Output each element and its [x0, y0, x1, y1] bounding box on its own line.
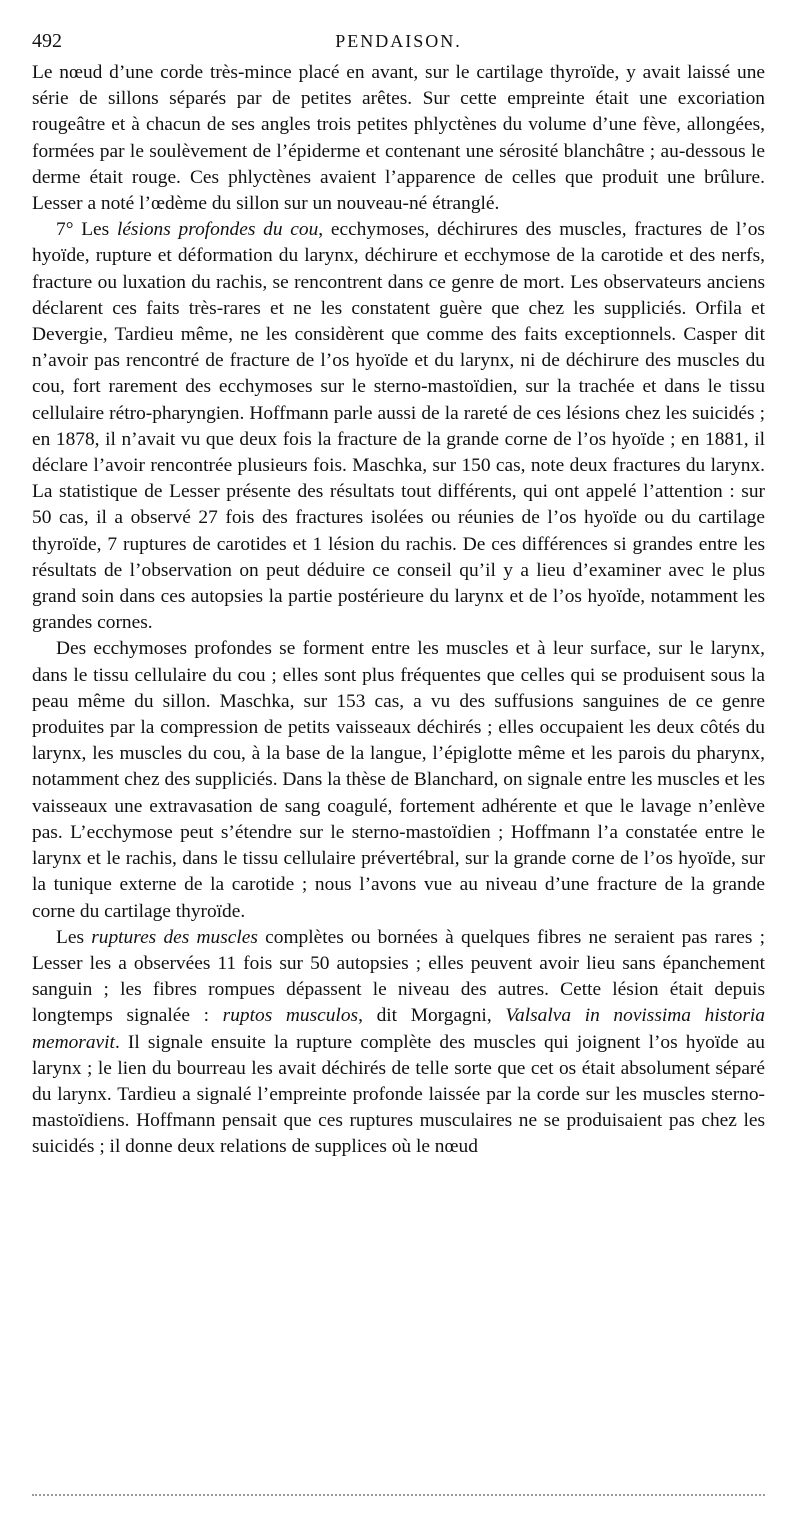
text-segment: Des ecchymoses profondes se forment entre les muscles et à leur surface, sur le larynx, dans le tissu cellulaire du cou ; elles sont plus fréquentes que celles qui se produisent sous la peau même du sillon. Maschka, sur 153 cas, a vu des suffusions sanguines de ce genre produites par la compression de petits vaisseaux déchirés ; elles occupaient les deux côtés du larynx, les muscles du cou, à la base de la langue, l’épiglotte même et les parois du pharynx, notamment chez des suppliciés. Dans la thèse de Blanchard, on signale entre les muscles et les vaisseaux une extravasation de sang coagulé, fortement adhérente et que le lavage n’enlève pas. L’ecchymose peut s’étendre sur le sterno-mastoïdien ; Hoffmann l’a constatée entre le larynx et le rachis, dans le tissu cellulaire prévertébral, sur la grande corne de l’os hyoïde, sur la tunique externe de la carotide ; nous l’avons vue au niveau d’une fracture de la grande corne du cartilage thyroïde.: [32, 638, 765, 922]
text-segment: complètes ou bornées à quelques fibres ne seraient pas rares ; Lesser les a observées 11 fois sur 50 autopsies ; elles peuvent avoir lieu sans épanchement sanguin ; les fibres rompues dépassent le niveau des autres. Cette lésion était depuis longtemps signalée :: [32, 926, 765, 1027]
paragraph-2: [32, 217, 765, 636]
paragraph-1: [32, 60, 765, 217]
text-segment: Le nœud d’une corde très-mince placé en avant, sur le cartilage thyroïde, y avait laissé une série de sillons séparés par de petites arêtes. Sur cette empreinte était une excoriation rougeâtre et à chacun de ses angles trois petites phlyctènes du volume d’une fève, allongées, formées par le soulèvement de l’épiderme et contenant une sérosité blanchâtre ; au-dessous le derme était rouge. Ces phlyctènes avaient l’apparence de celles que produit une brûlure. Lesser a noté l’œdème du sillon sur un nouveau-né étranglé.: [32, 62, 765, 215]
text-segment: , ecchymoses, déchirures des muscles, fractures de l’os hyoïde, rupture et déformation du larynx, déchirure et ecchymose de la carotide et des nerfs, fracture ou luxation du rachis, se rencontrent dans ce genre de mort. Les observateurs anciens déclarent ces faits très-rares et ne les constatent guère que chez les suppliciés. Orfila et Devergie, Tardieu même, ne les considèrent que comme des faits exceptionnels. Casper dit n’avoir pas rencontré de fracture de l’os hyoïde et du larynx, ni de déchirure des muscles du cou, fort rarement des ecchymoses sur le sterno-mastoïdien, sur la trachée et dans le tissu cellulaire rétro-pharyngien. Hoffmann parle aussi de la rareté de ces lésions chez les suicidés ; en 1878, il n’avait vu que deux fois la fracture de la grande corne de l’os hyoïde ; en 1881, il déclare l’avoir rencontrée plusieurs fois. Maschka, sur 150 cas, note deux fractures du larynx. La statistique de Lesser présente des résultats tout différents, qui ont appelé l’attention : sur 50 cas, il a observé 27 fois des fractures isolées ou réunies de l’os hyoïde ou du cartilage thyroïde, 7 ruptures de carotides et 1 lésion du rachis. De ces différences si grandes entre les résultats de l’observation on peut déduire ce conseil qu’il y a lieu d’examiner avec le plus grand soin dans ces autopsies la partie postérieure du larynx et de l’os hyoïde, notamment les grandes cornes.: [32, 219, 765, 634]
italic-segment: ruptures des muscles: [91, 926, 258, 948]
italic-segment: Valsalva in novissima historia memoravit: [32, 1005, 765, 1053]
italic-segment: lésions profondes du cou: [116, 219, 319, 241]
page-number: 492: [32, 30, 62, 52]
book-page: [32, 28, 765, 1161]
text-segment: Les: [56, 926, 92, 948]
paragraph-3: [32, 636, 765, 924]
footer-dotted-rule: [32, 1488, 765, 1496]
running-title: PENDAISON.: [335, 31, 462, 51]
text-segment: 7° Les: [56, 219, 117, 241]
text-segment: . Il signale ensuite la rupture complète des muscles qui joignent l’os hyoïde au larynx ; le lien du bourreau les avait déchirés de telle sorte que cet os était absolument séparé du larynx. Tardieu a signalé l’empreinte profonde laissée par la corde sur les muscles sterno-mastoïdiens. Hoffmann pensait que ces ruptures musculaires ne se produisaient pas chez les suicidés ; il donne deux relations de supplices où le nœud: [32, 1031, 765, 1158]
paragraph-4: [32, 925, 765, 1161]
page-header: [32, 28, 765, 58]
text-segment: , dit Morgagni,: [358, 1005, 506, 1027]
italic-segment: ruptos musculos: [222, 1005, 359, 1027]
